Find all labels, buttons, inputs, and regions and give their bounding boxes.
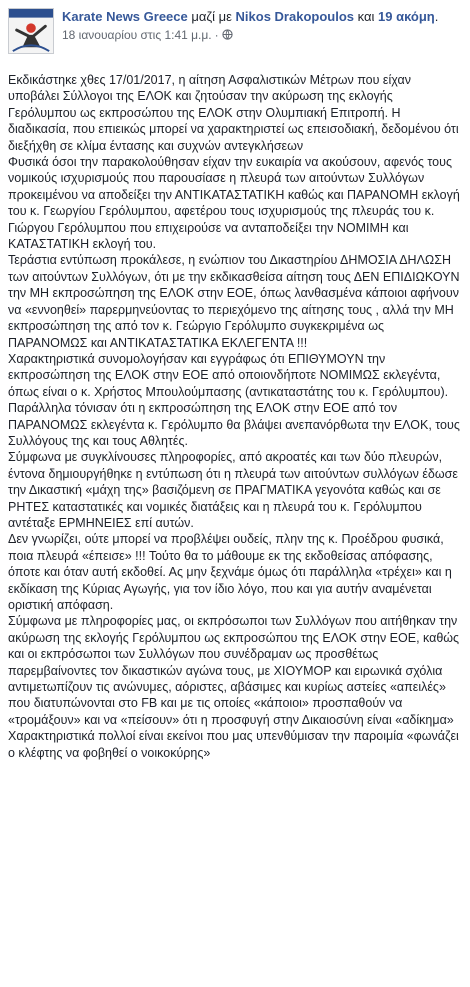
others-link[interactable]: 19 ακόμη xyxy=(378,9,435,24)
post-body xyxy=(8,72,464,761)
and-text: και xyxy=(357,9,375,24)
post-paragraph-4: Χαρακτηριστικά συνομολογήσαν και εγγράφως ότι ΕΠΙΘΥΜΟΥΝ την εκπροσώπηση της ΕΛΟΚ στην ΕΟΕ από οποιονδήποτε ΝΟΜΙΜΩΣ εκλεγέντα, όπως είναι ο κ. Χρήστος Μπουλούμπασης (αντικαταστάτης του κ. Γερόλυμπου). Παράλληλα τόνισαν ότι η εκπροσώπηση της ΕΛΟΚ στην ΕΟΕ από τον ΠΑΡΑΝΟΜΩΣ εκλεγέντα κ. Γερόλυμπο θα βλάψει ανεπανόρθωτα την ΕΛΟΚ, τους Συλλόγους της και τους Αθλητές. xyxy=(8,351,460,448)
header-line xyxy=(62,8,462,25)
post-paragraph-6: Δεν γνωρίζει, ούτε μπορεί να προβλέψει ουδείς, πλην της κ. Προέδρου φυσικά, ποια πλευρά «έπεισε» !!! Τούτο θα το μάθουμε εκ της εκδοθείσας απόφασης, όποτε και όταν αυτή εκδοθεί. Ας μην ξεχνάμε όμως ότι παράλληλα «τρέχει» και η εκδίκαση της Κύριας Αγωγής, για τον ίδιο λόγο, που και για αυτήν αναμένεται οριστική απόφαση. xyxy=(8,532,452,612)
tagged-person-link[interactable]: Nikos Drakopoulos xyxy=(235,9,354,24)
page-avatar[interactable] xyxy=(8,8,54,54)
karate-logo-icon xyxy=(9,9,53,53)
post-date[interactable]: 18 ιανουαρίου στις 1:41 μ.μ. xyxy=(62,28,212,42)
post-paragraph-8: Χαρακτηριστικά πολλοί είναι εκείνοι που μας υπενθύμισαν την παροιμία «φωνάζει ο κλέφτης να φοβηθεί ο νοικοκύρης» xyxy=(8,729,459,760)
post-paragraph-1: Εκδικάστηκε χθες 17/01/2017, η αίτηση Ασφαλιστικών Μέτρων που είχαν υποβάλει Σύλλογοι της ΕΛΟΚ και ζητούσαν την ακύρωση της εκλογής Γερόλυμπου ως εκπροσώπου της ΕΛΟΚ στην Ολυμπιακή Επιτροπή. Η διαδικασία, που επιεικώς μπορεί να χαρακτηριστεί ως επεισοδιακή, δεδομένου ότι διεξήχθη σε κλίμα έντασης και συχνών αντεγκλήσεων xyxy=(8,73,459,153)
post-paragraph-5: Σύμφωνα με συγκλίνουσες πληροφορίες, από ακροατές και των δύο πλευρών, έντονα δημιουργήθηκε η εντύπωση ότι η πλευρά των αιτούντων συλλόγων έδωσε την Δικαστική «μάχη της» βασιζόμενη σε ΠΡΑΓΜΑΤΙΚΑ γεγονότα καθώς και σε ΡΗΤΕΣ καταστατικές και νομικές διατάξεις και η πλευρά του κ. Γερόλυμπου αντέταξε ΕΡΜΗΝΕΙΕΣ επί αυτών. xyxy=(8,450,458,530)
post-paragraph-2: Φυσικά όσοι την παρακολούθησαν είχαν την ευκαιρία να ακούσουν, αφενός τους νομικούς ισχυρισμούς που παρουσίασε η πλευρά των αιτούντων Συλλόγων προκειμένου να αποδείξει την ΑΝΤΙΚΑΤΑΣΤΑΤΙΚΗ καθώς και ΠΑΡΑΝΟΜΗ εκλογή του κ. Γεωργίου Γερόλυμπου, αφετέρου τους ισχυρισμούς της πλευράς του κ. Γιώργου Γερόλυμπου που επιχειρούσε να ανταποδείξει την ΝΟΜΙΜΗ και ΚΑΤΑΣΤΑΤΙΚΗ εκλογή του. xyxy=(8,155,460,252)
header-end-punct: . xyxy=(434,9,439,24)
meta-dot: · xyxy=(214,28,219,42)
header-text xyxy=(62,8,462,44)
post-paragraph-3: Τεράστια εντύπωση προκάλεσε, η ενώπιον του Δικαστηρίου ΔΗΜΟΣΙΑ ΔΗΛΩΣΗ των αιτούντων Συλλόγων, ότι με την εκδικασθείσα αίτηση τους ΔΕΝ ΕΠΙΔΙΩΚΟΥΝ την ΜΗ εκπροσώπηση της ΕΛΟΚ στην ΕΟΕ, όπως λανθασμένα κάποιοι αφήνουν να «εννοηθεί» παρερμηνεύοντας το περιεχόμενο της αίτησης τους , αλλά την ΜΗ εκπροσώπηση της από τον κ. Γεώργιο Γερόλυμπο συγκεκριμένα ως ΠΑΡΑΝΟΜΩΣ και ΑΝΤΙΚΑΤΑΣΤΑΤΙΚΑ ΕΚΛΕΓΕΝΤΑ !!! xyxy=(8,253,460,350)
author-link[interactable]: Karate News Greece xyxy=(62,9,188,24)
globe-icon[interactable] xyxy=(222,29,233,40)
post-meta xyxy=(62,27,462,44)
with-text: μαζί με xyxy=(191,9,232,24)
post-header xyxy=(8,6,462,62)
post-paragraph-7: Σύμφωνα με πληροφορίες μας, οι εκπρόσωποι των Συλλόγων που αιτήθηκαν την ακύρωση της εκλογής Γερόλυμπου ως εκπροσώπου της ΕΛΟΚ στην ΕΟΕ, καθώς και οι εκπρόσωποι των Συλλόγων που συνέδραμαν ως προσθέτως παρεμβαίνοντες τον δικαστικών αγώνα τους, με ΧΙΟΥΜΟΡ και ειρωνικά σχόλια αντιμετωπίζουν τις ανώνυμες, αόριστες, αβάσιμες και κυρίως αστείες «απειλές» που διατυπώνονται στο FB και με τις οποίες «κάποιοι» προσπαθούν να «τρομάξουν» και να «πείσουν» ότι η προσφυγή στην Δικαιοσύνη είναι «αδίκημα» xyxy=(8,614,460,727)
